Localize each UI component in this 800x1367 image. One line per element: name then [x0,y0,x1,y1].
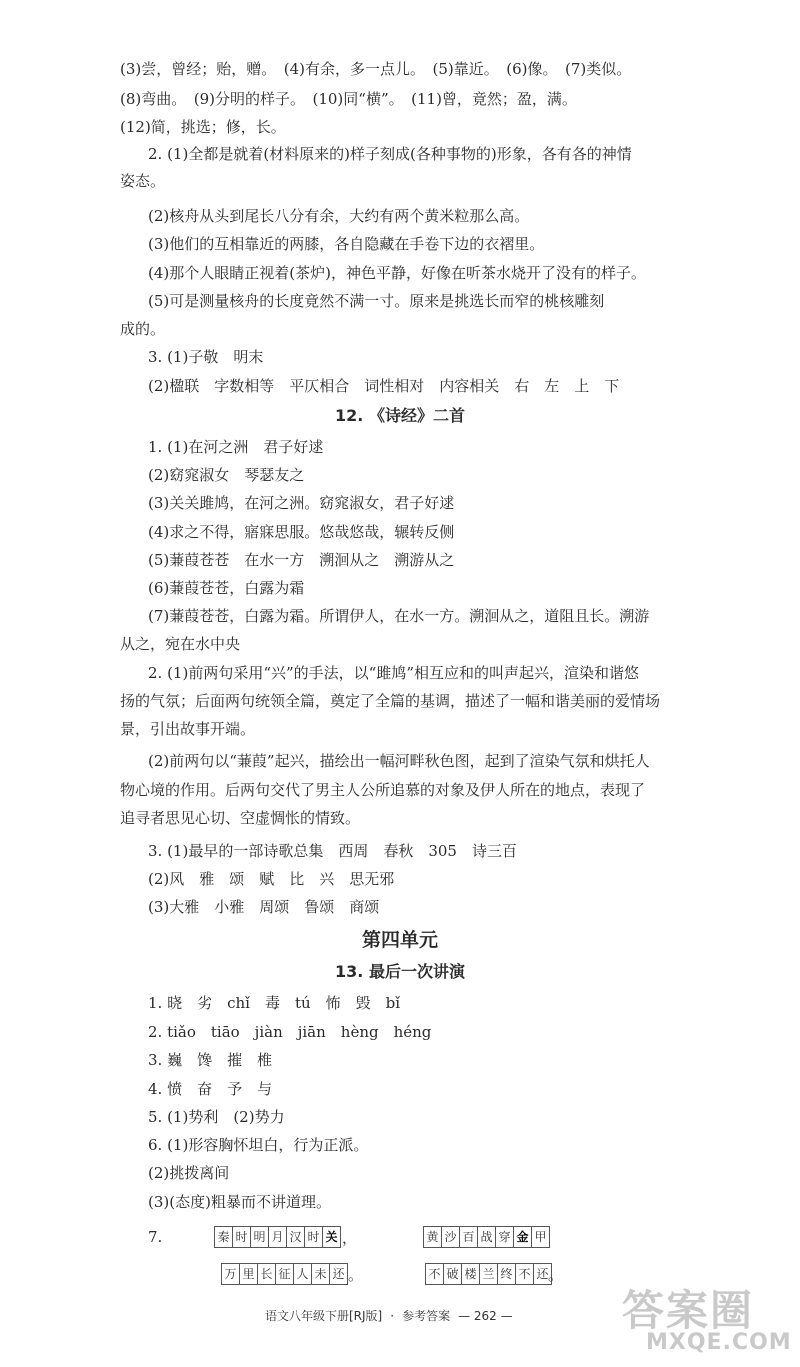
verse-char: 百 [459,1226,478,1248]
verse-grid-2b [426,1263,552,1285]
text-line: 3. 巍 馋 摧 椎 [148,1051,273,1069]
text-line: 3. (1)子敬 明末 [148,348,264,366]
text-line: (3)尝，曾经；贻，赠。 (4)有余，多一点儿。 (5)靠近。 (6)像。 (7)类似。 [120,60,632,78]
text-line: 成的。 [120,320,166,338]
text-line: (12)简，挑选；修，长。 [120,118,286,136]
watermark-site: MXQE.COM [646,1330,792,1355]
verse-char: 金 [513,1226,532,1248]
verse-grid-1a [215,1226,341,1248]
text-line: (3)关关雎鸠，在河之洲。窈窕淑女，君子好逑 [148,494,455,512]
text-line: 1. (1)在河之洲 君子好逑 [148,438,324,456]
watermark [622,1278,792,1358]
verse-char: 破 [443,1263,462,1285]
text-line: (5)可是测量核舟的长度竟然不满一寸。原来是挑选长而窄的桃核雕刻 [148,292,605,310]
text-line: 2. tiǎo tiāo jiàn jiān hèng héng [148,1023,432,1041]
text-line: (4)求之不得，寤寐思服。悠哉悠哉，辗转反侧 [148,523,455,541]
text-line: (4)那个人眼睛正视着(茶炉)，神色平静，好像在听茶水烧开了没有的样子。 [148,264,646,282]
verse-char: 长 [257,1263,276,1285]
text-line: 3. (1)最早的一部诗歌总集 西周 春秋 305 诗三百 [148,842,517,860]
verse-char: 里 [239,1263,258,1285]
text-line: (2)核舟从头到尾长八分有余，大约有两个黄米粒那么高。 [148,207,530,225]
verse-char: 兰 [479,1263,498,1285]
text-line: 4. 愤 奋 予 与 [148,1080,273,1098]
text-line: 2. (1)前两句采用“兴”的手法，以“雎鸠”相互应和的叫声起兴，渲染和谐悠 [148,664,640,682]
verse-char: 明 [250,1226,269,1248]
text-line: (6)蒹葭苍苍，白露为霜 [148,579,305,597]
text-line: 从之，宛在水中央 [120,635,241,653]
text-line: 追寻者思见心切、空虚惆怅的情致。 [120,809,361,827]
verse-char: 秦 [214,1226,233,1248]
verse-char: 还 [533,1263,552,1285]
text-line: (2)挑拨离间 [148,1164,230,1182]
text-line: 5. (1)势利 (2)势力 [148,1108,285,1126]
text-line: (7)蒹葭苍苍，白露为霜。所谓伊人，在水一方。溯洄从之，道阻且长。溯游 [148,607,650,625]
verse-char: 楼 [461,1263,480,1285]
page-footer [265,1307,521,1324]
footer-separator: · [390,1309,395,1323]
text-line: (3)大雅 小雅 周颂 鲁颂 商颂 [148,898,380,916]
text-line: (2)楹联 字数相等 平仄相合 词性相对 内容相关 右 左 上 下 [148,377,620,395]
text-line: (5)蒹葭苍苍 在水一方 溯洄从之 溯游从之 [148,551,455,569]
page-number: — 262 — [458,1309,513,1323]
text-line: 姿态。 [120,172,166,190]
verse-char: 黄 [423,1226,442,1248]
text-line: (2)前两句以“蒹葭”起兴，描绘出一幅河畔秋色图，起到了渲染气氛和烘托人 [148,752,650,770]
text-line: 1. 晓 劣 chǐ 毒 tú 怖 毁 bǐ [148,994,401,1012]
text-line: 景，引出故事开端。 [120,720,256,738]
verse-punctuation: 。 [548,1266,564,1284]
verse-char: 沙 [441,1226,460,1248]
verse-char: 还 [329,1263,348,1285]
text-line: 扬的气氛；后面两句统领全篇，奠定了全篇的基调，描述了一幅和谐美丽的爱情场 [120,692,661,710]
verse-grid-2a [222,1263,348,1285]
book-title: 语文八年级下册[RJ版] [265,1309,383,1323]
verse-char: 时 [304,1226,323,1248]
verse-char: 月 [268,1226,287,1248]
verse-char: 万 [221,1263,240,1285]
verse-char: 人 [293,1263,312,1285]
verse-char: 时 [232,1226,251,1248]
verse-char: 穿 [495,1226,514,1248]
footer-section: 参考答案 [402,1309,451,1323]
question-label: 7. [148,1228,163,1246]
text-line: 2. (1)全都是就着(材料原来的)样子刻成(各种事物的)形象，各有各的神情 [148,145,632,163]
verse-char: 甲 [531,1226,550,1248]
text-line: 6. (1)形容胸怀坦白，行为正派。 [148,1136,369,1154]
section-title: 13. 最后一次讲演 [335,962,465,981]
verse-char: 征 [275,1263,294,1285]
verse-char: 战 [477,1226,496,1248]
verse-grid-1b [424,1226,550,1248]
text-line: (3)(态度)粗暴而不讲道理。 [148,1193,331,1211]
section-title: 12. 《诗经》二首 [335,406,465,425]
verse-char: 不 [425,1263,444,1285]
verse-char: 不 [515,1263,534,1285]
text-line: (2)窈窕淑女 琴瑟友之 [148,466,305,484]
verse-char: 未 [311,1263,330,1285]
text-line: (2)风 雅 颂 赋 比 兴 思无邪 [148,870,395,888]
unit-title: 第四单元 [361,929,438,951]
text-line: 物心境的作用。后两句交代了男主人公所追慕的对象及伊人所在的地点，表现了 [120,781,646,799]
text-line: (8)弯曲。 (9)分明的样子。 (10)同“横”。 (11)曾，竟然；盈，满。 [120,90,577,108]
verse-char: 汉 [286,1226,305,1248]
verse-punctuation: 。 [348,1266,364,1284]
watermark-logo: 答案圈 [622,1286,755,1335]
verse-char: 终 [497,1263,516,1285]
text-line: (3)他们的互相靠近的两膝，各自隐藏在手卷下边的衣褶里。 [148,235,545,253]
verse-char: 关 [322,1226,341,1248]
verse-punctuation: ， [342,1229,358,1247]
